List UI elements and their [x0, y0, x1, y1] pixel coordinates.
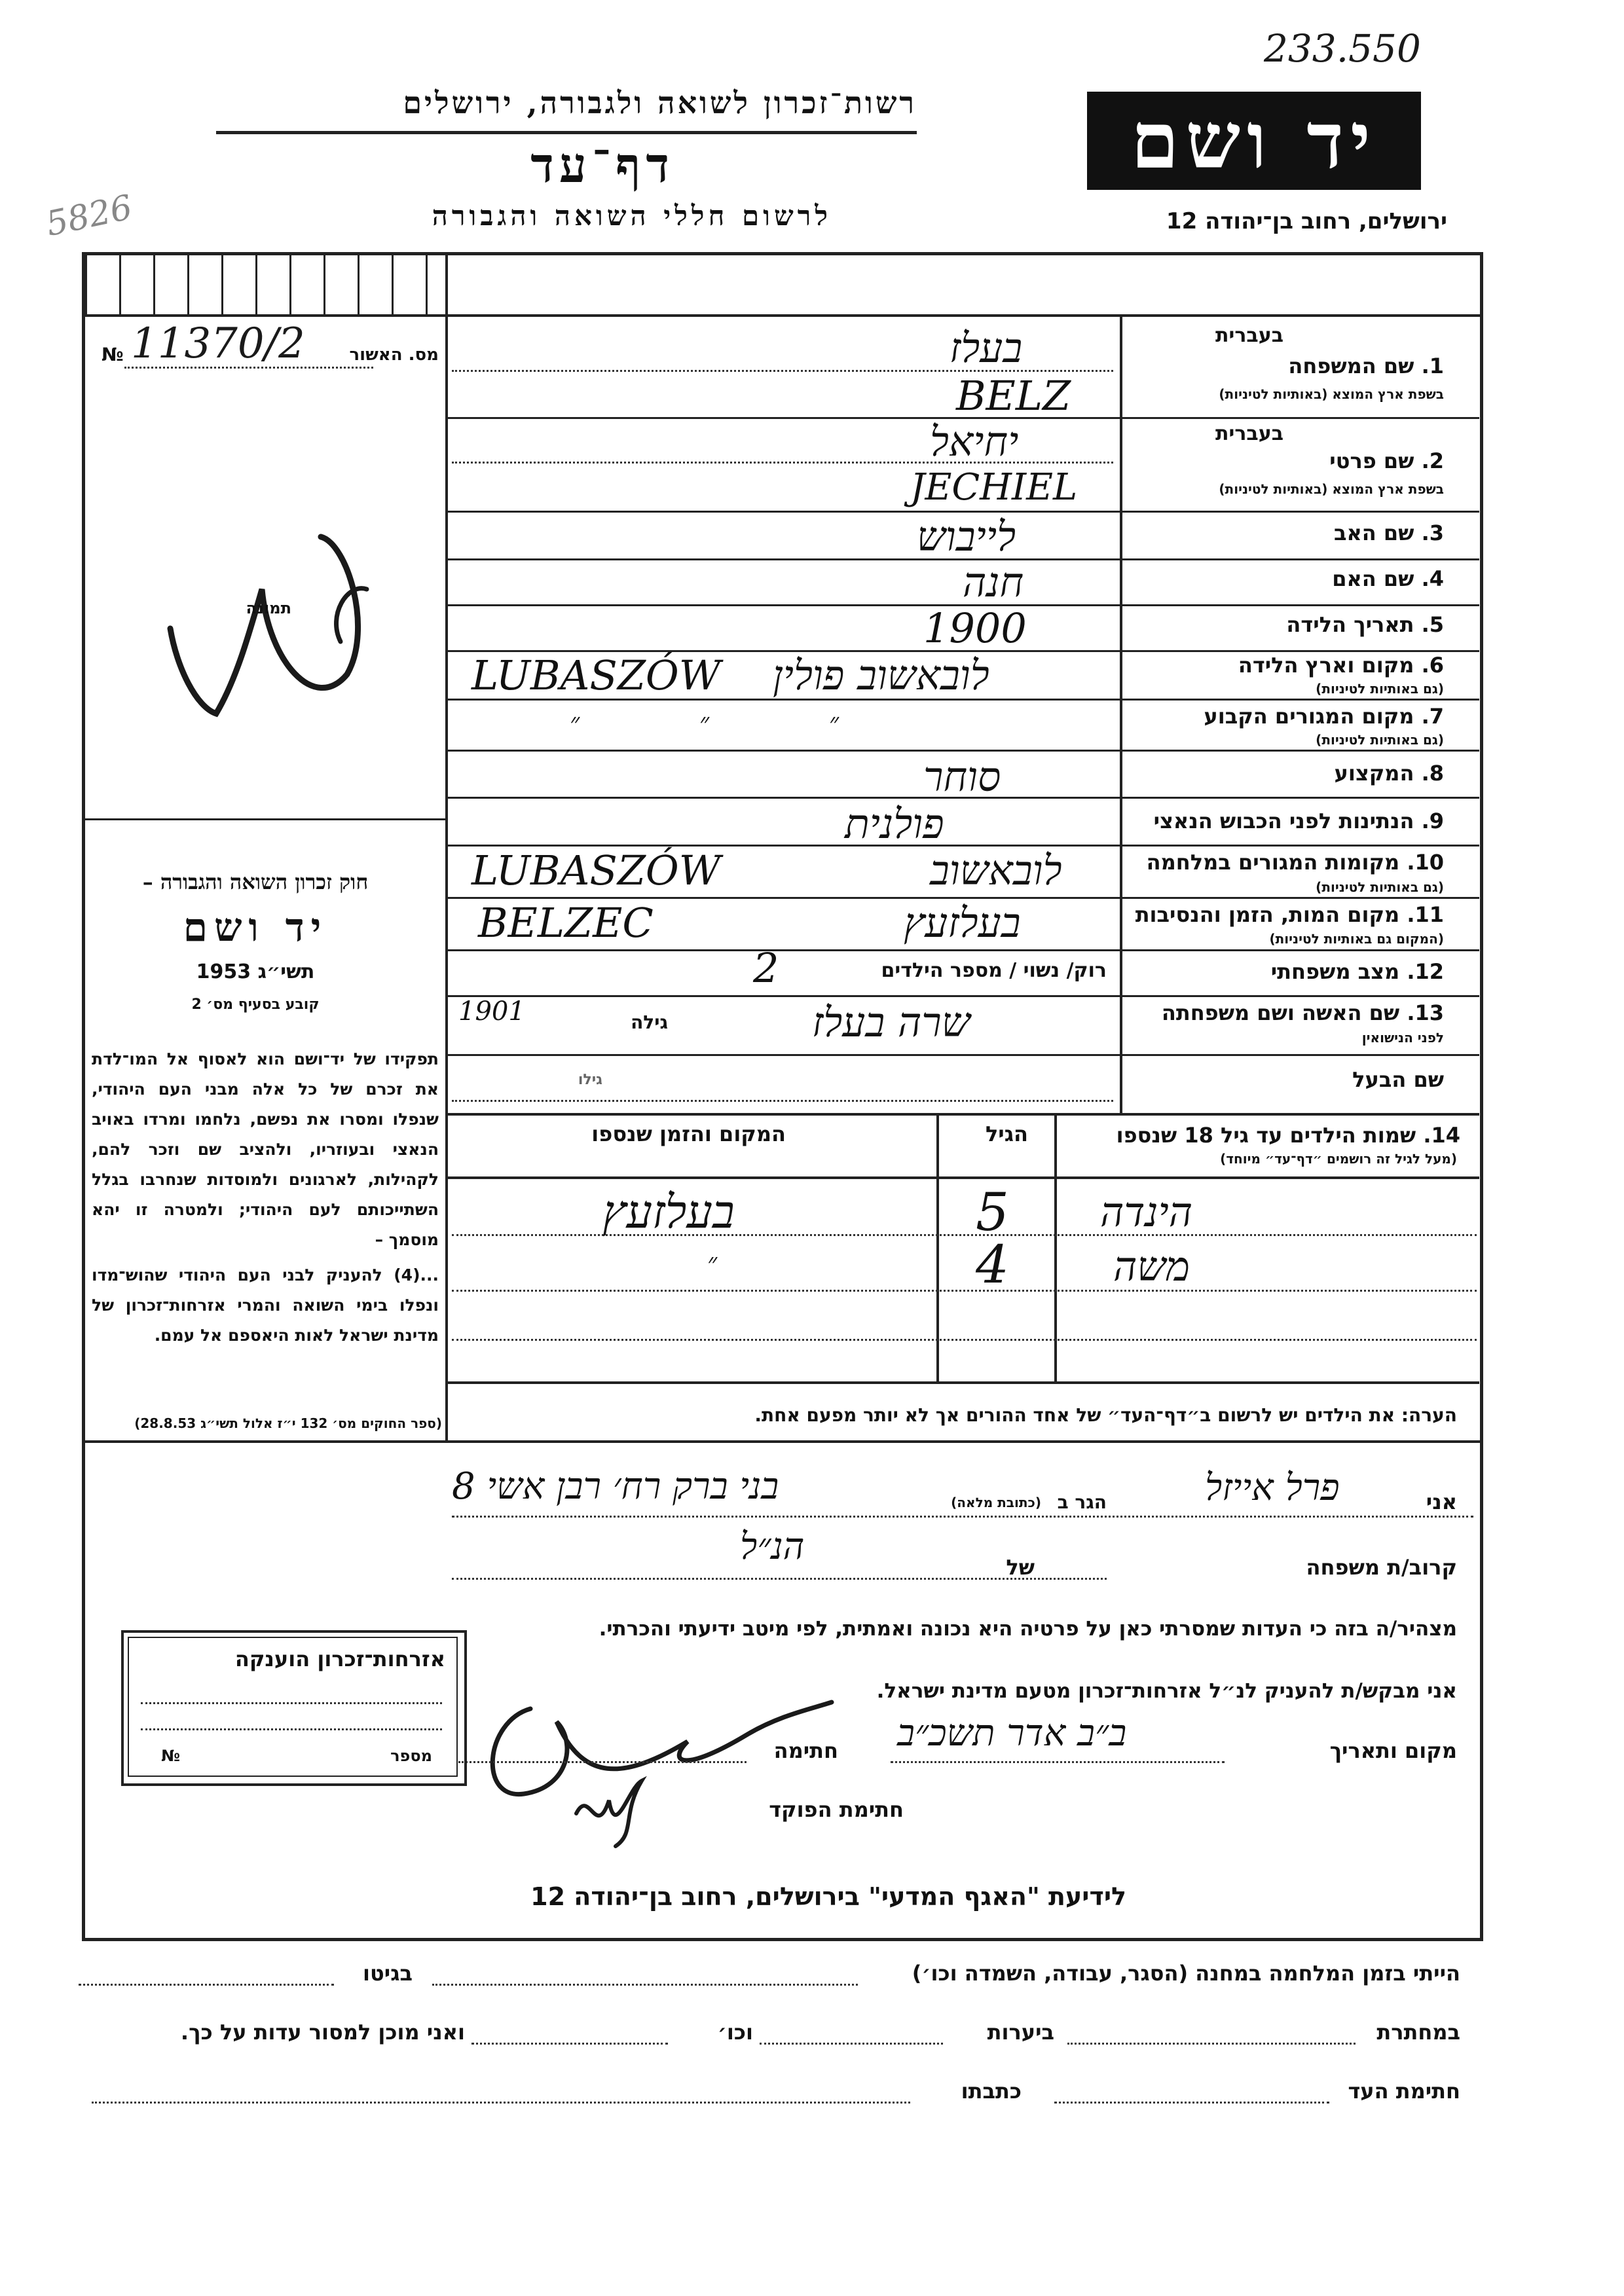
field-5-text: תאריך הלידה	[1286, 612, 1414, 637]
field-6-text: מקום וארץ הלידה	[1238, 653, 1414, 678]
declaration-text: מצהיר/ה בזה כי העדות שמסרתי כאן על פרטיה היא נכונה ואמתית, לפי מיטב ידיעתי והכרתי.	[599, 1617, 1457, 1641]
field-2-label	[1329, 448, 1444, 473]
note-bottom-rule	[85, 1440, 1480, 1443]
field-8-num: 8.	[1421, 761, 1444, 786]
children-section-rule	[448, 1113, 1479, 1116]
children-age-col-right	[1054, 1113, 1057, 1381]
footer-line1-dots-b	[79, 1984, 334, 1986]
archive-stamp-number: 233.550	[1264, 26, 1421, 71]
field-4-value: חנה	[963, 558, 1024, 606]
field-4-num: 4.	[1421, 566, 1444, 591]
request-text: אני מבקש/ת להעניק לנ״ל אזרחות־זכרון מטעם מדינת ישראל.	[876, 1679, 1457, 1703]
field-1-text: שם המשפחה	[1288, 354, 1414, 378]
field-6-value-heb: לובאשוב פולין	[773, 651, 989, 699]
field-3-text: שם האב	[1333, 520, 1414, 545]
field-1-label	[1288, 354, 1444, 378]
field-10-text: מקומות המגורים במלחמה	[1146, 850, 1400, 875]
field-10-value-heb: לובאשוב	[930, 847, 1062, 894]
field-8-value: סוחר	[923, 753, 1001, 801]
declarant-address-label: (כתובת מלאה)	[951, 1495, 1041, 1510]
header-rule	[216, 131, 917, 134]
field-13-num: 13.	[1407, 1000, 1444, 1025]
declarant-of-value: הנ״ל	[740, 1525, 805, 1568]
field-4-label	[1332, 566, 1444, 591]
field-2-num: 2.	[1421, 448, 1444, 473]
field-1-sub: בשפת ארץ המוצא (באותיות לטיניות)	[1219, 386, 1444, 402]
form-title: דף־עד	[530, 137, 674, 194]
law-name: יד ושם	[183, 905, 328, 951]
children-sub: (מעל לגיל זה רושמים ״דף־עד״ מיוחד)	[1220, 1151, 1457, 1167]
citizenship-box-line	[141, 1702, 442, 1704]
law-year: תשי״ג 1953	[196, 960, 315, 983]
field-4-text: שם האם	[1332, 566, 1414, 591]
field-11-label	[1135, 902, 1444, 927]
margin-note: 5826	[43, 187, 136, 245]
field-8-text: המקצוע	[1334, 761, 1414, 786]
husband-label: שם הבעל	[1352, 1067, 1444, 1092]
field-13-value: שרה בעלז	[812, 998, 970, 1046]
field-11-value-heb: בעלזעץ	[904, 899, 1021, 947]
footer-line2-a: במחתרת	[1376, 2020, 1460, 2045]
field-6-num: 6.	[1421, 653, 1444, 678]
photo-label: תמונה	[246, 599, 291, 617]
declarant-ani: אני	[1426, 1489, 1457, 1514]
approval-number-label: מס. האשור	[349, 345, 439, 365]
child-1-age: 5	[976, 1182, 1009, 1243]
declarant-line	[452, 1516, 1473, 1518]
field-13-age-value: 1901	[458, 996, 525, 1027]
field-7-value: ״ ״ ״	[570, 708, 840, 738]
field-5-num: 5.	[1421, 612, 1444, 637]
field-9-num: 9.	[1421, 809, 1444, 833]
children-age-header: הגיל	[985, 1121, 1028, 1146]
field-10-label	[1147, 850, 1444, 875]
citizenship-box-num-sign: №	[161, 1747, 180, 1765]
law-paragraph-1: תפקידו של יד־ושם הוא לאסוף אל המו־לדת את זכרם של כל אלה מבני העם היהודי, שנפלו ומסרו את נפשם, נלחמו ומרדו באויב הנאצי ובעוזריו, ולהציב שם וזכר להם, לקהילות, לארגונים ולמוסדות שנחרבו בגלל השתייכותם לעם היהודי; ולמטרה זו יהא מוסמך –	[92, 1049, 439, 1249]
children-text: שמות הילדים עד גיל 18 שנספו	[1116, 1123, 1416, 1148]
approval-number-line	[124, 367, 373, 369]
note-text: הערה: את הילדים יש לרשום ב״דף־העד״ של אחד ההורים אך לא יותר מפעם אחת.	[754, 1404, 1457, 1426]
field-separator	[448, 1054, 1479, 1056]
form-subtitle: לרשום חללי השואה והגבורה	[432, 200, 832, 232]
field-7-num: 7.	[1421, 704, 1444, 729]
footer-line1-dots-a	[432, 1984, 858, 1986]
child-2-place: ״	[707, 1248, 718, 1278]
official-signature-label: חתימת הפוקד	[769, 1797, 904, 1822]
field-9-value: פולנית	[845, 800, 944, 848]
field-11-sub: (המקום גם באותיות לטיניות)	[1269, 931, 1444, 947]
field-7-label	[1204, 704, 1444, 729]
field-2-sub: בשפת ארץ המוצא (באותיות לטיניות)	[1219, 481, 1444, 497]
footer-line3-b: כתבתו	[961, 2079, 1022, 2104]
law-citation: (ספר החוקים מס׳ 132 י״ז אלול תשי״ג 28.8.53)	[134, 1415, 442, 1431]
top-strip-ticks	[85, 255, 445, 314]
field-12-children-count: 2	[753, 944, 779, 992]
citizenship-box-line	[141, 1728, 442, 1730]
children-age-col-left	[936, 1113, 939, 1381]
footer-line2-b: ביערות	[987, 2020, 1054, 2045]
field-10-value-lat: LUBASZÓW	[471, 847, 721, 894]
place-date-label: מקום ותאריך	[1329, 1738, 1457, 1763]
field-11-value-lat: BELZEC	[478, 899, 654, 947]
signature-label: חתימה	[773, 1738, 838, 1763]
field-3-num: 3.	[1421, 520, 1444, 545]
official-signature	[563, 1774, 655, 1853]
field-8-label	[1335, 761, 1444, 786]
field-separator	[448, 750, 1479, 752]
field-11-num: 11.	[1407, 902, 1444, 927]
labels-column-divider	[1120, 314, 1122, 1113]
footer-line3-dots-b	[92, 2102, 910, 2104]
child-1-place: בעלזעץ	[602, 1185, 735, 1239]
children-label	[1116, 1123, 1460, 1148]
law-title: חוק זכרון השואה והגבורה –	[142, 869, 369, 894]
field-7-text: מקום המגורים הקבוע	[1204, 704, 1414, 729]
footer-line2-dots-a	[1067, 2043, 1356, 2045]
footer-line3-a: חתימת העד	[1348, 2079, 1460, 2104]
photo-signature-mark	[151, 517, 386, 720]
footer-title: לידיעת "האגף המדעי" בירושלים, רחוב בן־יהודה 12	[530, 1882, 1126, 1911]
child-2-name: משה	[1113, 1243, 1190, 1290]
field-12-marital-options: רוק/ נשוי / מספר הילדים	[881, 959, 1107, 982]
children-header-rule	[448, 1176, 1479, 1179]
declarant-of: של	[1006, 1555, 1035, 1580]
yad-vashem-logo	[1087, 92, 1421, 190]
footer-line2-c: וכו׳	[717, 2020, 753, 2045]
footer-line2-d: ואני מוכן למסור עדות על כך.	[180, 2020, 465, 2045]
husband-line	[452, 1100, 1113, 1102]
field-3-value: לייבוש	[917, 513, 1016, 560]
field-separator	[448, 995, 1479, 997]
declarant-name: פרל אייזל	[1205, 1467, 1340, 1509]
field-6-value-lat: LUBASZÓW	[471, 651, 721, 699]
field-1-heb-label: בעברית	[1215, 324, 1283, 347]
left-column-divider	[445, 255, 448, 1440]
declarant-relative-line	[452, 1578, 1107, 1580]
field-2-heb-label: בעברית	[1215, 422, 1283, 445]
children-row-line	[452, 1290, 1477, 1292]
logo-text: יד ושם	[1130, 95, 1378, 186]
husband-age-label: גילו	[578, 1072, 602, 1088]
field-9-text: הנתינות לפני הכבוש הנאצי	[1153, 809, 1414, 833]
footer-line3-dots-a	[1054, 2102, 1329, 2104]
authority-title: רשות־זכרון לשואה ולגבורה, ירושלים	[403, 85, 917, 120]
field-2-value-lat: JECHIEL	[910, 466, 1078, 509]
declarant-lives: הגר ב	[1057, 1491, 1107, 1513]
field-5-label	[1286, 612, 1444, 637]
note-rule	[448, 1381, 1479, 1384]
field-12-num: 12.	[1407, 959, 1444, 984]
field-13-age-label: גילה	[631, 1011, 668, 1033]
footer-line1-a: הייתי בזמן המלחמה במחנה (הסגר, עבודה, השמדה וכו׳)	[912, 1961, 1460, 1986]
children-row-line	[452, 1339, 1477, 1341]
field-9-label	[1154, 809, 1444, 833]
approval-number-sign: №	[101, 344, 124, 365]
place-date-line	[891, 1761, 1225, 1763]
children-place-header: המקום והזמן שנספו	[591, 1121, 786, 1146]
field-2-text: שם פרטי	[1329, 448, 1414, 473]
signature-line	[458, 1761, 747, 1763]
law-clause: קובע בסעיף מס׳ 2	[191, 996, 320, 1013]
field-1-value-heb: בעלז	[950, 324, 1023, 372]
field-1-value-lat: BELZ	[956, 372, 1071, 420]
footer-line2-dots-c	[471, 2043, 668, 2045]
approval-number-value: 11370/2	[131, 319, 305, 368]
citizenship-box-number-label: מספר	[390, 1747, 432, 1765]
footer-line1-b: בגיטו	[363, 1961, 413, 1986]
field-5-value: 1900	[923, 604, 1027, 652]
field-13-label	[1162, 1000, 1444, 1025]
child-1-name: הינדה	[1100, 1188, 1193, 1236]
field-3-label	[1334, 520, 1444, 545]
field-13-sub: לפני הנישואין	[1361, 1030, 1444, 1046]
citizenship-box-title: אזרחות־זכרון הוענקה	[234, 1647, 445, 1671]
field-12-label	[1271, 959, 1444, 984]
field-1-num: 1.	[1421, 354, 1444, 378]
field-13-text: שם האשה ושם משפחתה	[1161, 1000, 1400, 1025]
declarant-relative-label: קרוב/ת משפחה	[1306, 1555, 1457, 1580]
field-12-text: מצב משפחתי	[1270, 959, 1400, 984]
footer-line2-dots-b	[760, 2043, 943, 2045]
field-10-num: 10.	[1407, 850, 1444, 875]
header-address: ירושלים, רחוב בן־יהודה 12	[1166, 208, 1447, 234]
child-2-age: 4	[976, 1234, 1009, 1295]
field-separator	[448, 949, 1479, 951]
field-10-sub: (גם באותיות לטיניות)	[1316, 879, 1444, 895]
children-num: 14.	[1423, 1123, 1460, 1148]
field-11-text: מקום המות, הזמן והנסיבות	[1135, 902, 1400, 927]
declarant-address: בני ברק רח׳ רבן אשי 8	[452, 1465, 779, 1508]
field-2-value-heb: יחיאל	[930, 418, 1019, 465]
field-7-sub: (גם באותיות לטיניות)	[1316, 732, 1444, 748]
top-strip-rule	[85, 314, 1480, 317]
field-6-label	[1238, 653, 1444, 678]
place-date-value: ב״ב אדר תשכ״ב	[897, 1712, 1127, 1755]
law-divider	[85, 818, 445, 820]
law-paragraph-2: ...(4) להעניק לבני העם היהודי שהוש־מדו ונפלו בימי השואה והמרי אזרחות־זכרון של מדינת ישראל לאות היאספם אל עמם.	[92, 1266, 439, 1345]
field-6-sub: (גם באותיות לטיניות)	[1316, 681, 1444, 697]
